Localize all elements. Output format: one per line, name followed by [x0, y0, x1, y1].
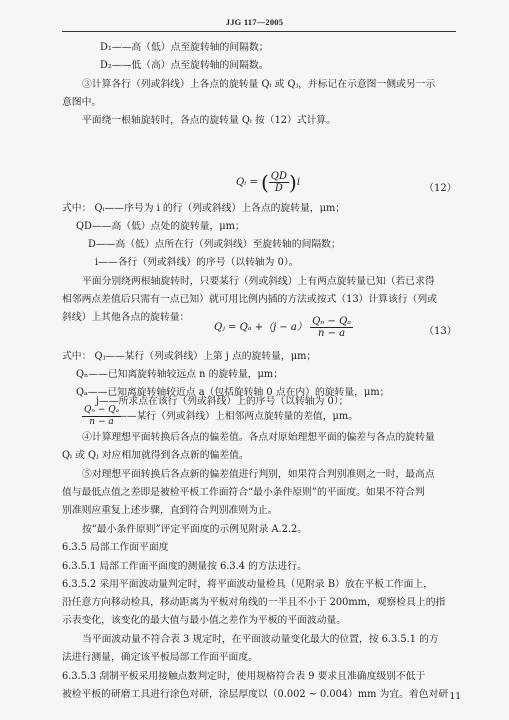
eq13-lhs: Qⱼ = Qₐ +（j − a）: [214, 322, 307, 333]
text-line-v4: j——所求点在该行（列或斜线）上的序号（以转轴为 0）；: [96, 396, 349, 407]
text-line-v3: Qₐ——已知离旋转轴较近点 a（包括旋转轴 0 点在内）的旋转量，μm；: [76, 387, 390, 398]
text-line-w4: i——各行（列或斜线）的序号（以转轴为 0）。: [95, 257, 299, 268]
text-line-p5a: 平面分别绕两根轴旋转时，只要某行（列或斜线）上有两点旋转量已知（若已求得: [82, 276, 435, 287]
text-line-v5: ——某行（列或斜线）上相邻两点旋转量的差值，μm。: [117, 411, 358, 422]
text-line-w1: 式中： Qᵢ——序号为 i 的行（列或斜线）上各点的旋转量，μm；: [62, 203, 346, 214]
eq12-tail: i: [296, 177, 301, 188]
running-header: JJG 117—2005: [225, 17, 284, 27]
text-line-s5a: 6.3.5.3 刮制平板采用接触点数判定时，使用规格符合表 9 要求且准确度级别不低于: [62, 671, 426, 682]
text-line-p5c: 斜线）上其他各点的旋转量：: [62, 312, 190, 323]
text-line-d1: D₁——高（低）点至旋转轴的间隔数；: [100, 42, 269, 53]
text-line-p4: 平面绕一根轴旋转时，各点的旋转量 Qᵢ 按（12）式计算。: [82, 115, 337, 126]
text-line-s3a: 6.3.5.2 采用平面波动量判定时，将平面波动量检具（见附录 B）放在平板工作面上，: [62, 579, 433, 590]
text-line-v2: Qₙ——已知离旋转轴较远点 n 的旋转量，μm；: [76, 369, 284, 380]
text-line-s4a: 当平面波动量不符合表 3 规定时，在平面波动量变化最大的位置，按 6.3.5.1 的方: [82, 634, 439, 645]
text-line-p3a: ③计算各行（列或斜线）上各点的旋转量 Qᵢ 或 Qⱼ，并标记在示意图一侧或另一示: [82, 79, 436, 90]
equation-13-number: （13）: [424, 326, 457, 337]
text-line-p6a: ④计算理想平面转换后各点的偏差值。各点对原始理想平面的偏差与各点的旋转量: [82, 432, 435, 443]
text-line-s2: 6.3.5.1 局部工作面平面度的测量按 6.3.4 的方法进行。: [62, 561, 307, 572]
text-line-p5b: 相邻两点差值后只需有一点已知）就可用比例内插的方法或按式（13）计算该行（列或: [62, 294, 437, 305]
eq13-fraction: $\frac{\text{Qₙ − Qₐ}}{n - a}$: [312, 316, 352, 339]
text-line-d2: D₂——低（高）点至旋转轴的间隔数。: [100, 60, 269, 71]
header-rule: [62, 31, 456, 32]
text-line-p7c: 别准则应重复上述步骤，直到符合判别准则为止。: [62, 505, 278, 516]
page-number: 11: [449, 692, 461, 702]
text-line-p7b: 值与最低点值之差即是被检平板工作面符合“最小条件原则”的平面度。如果不符合判: [62, 487, 425, 498]
definition-fraction: $\frac{\text{Qₙ − Qₐ}}{n - a}$: [84, 405, 120, 427]
text-line-w3: D——高（低）点所在行（列或斜线）至旋转轴的间隔数；: [88, 239, 341, 250]
equation-12-number: （12）: [424, 183, 457, 194]
text-line-p7a: ⑤对理想平面转换后各点新的偏差值进行判别，如果符合判别准则之一时，最高点: [82, 469, 435, 480]
equation-12: Qᵢ = ( $\frac{QD}{D}$ )i: [236, 170, 301, 195]
text-line-s1: 6.3.5 局部工作面平面度: [62, 542, 169, 553]
text-line-p8: 按“最小条件原则”评定平面度的示例见附录 A.2.2。: [82, 524, 308, 535]
text-line-p3b: 意图中。: [62, 97, 102, 108]
text-line-s4b: 法进行测量，确定该平板局部工作面平面度。: [62, 652, 258, 663]
text-line-p6b: Qᵢ 或 Qⱼ 对应相加就得到各点新的偏差值。: [62, 450, 249, 461]
eq12-lhs: Qᵢ =: [236, 177, 258, 188]
text-line-s3b: 沿任意方向移动检具，移动距离为平板对角线的一半且不小于 200mm，观察检具上的指: [62, 597, 446, 608]
text-line-w2: QD——高（低）点处的旋转量，μm；: [76, 221, 245, 232]
text-line-v1: 式中： Qⱼ——某行（列或斜线）上第 j 点的旋转量，μm；: [62, 351, 317, 362]
text-line-s5b: 被检平板的研磨工具进行涂色对研，涂层厚度以（0.002 ~ 0.004）mm 为宜。着色对研: [62, 689, 449, 700]
eq12-fraction: $\frac{QD}{D}$: [270, 171, 287, 194]
equation-13: [214, 316, 353, 339]
text-line-s3c: 示表变化，该变化的最大值与最小值之差作为平板的平面波动量。: [62, 615, 347, 626]
